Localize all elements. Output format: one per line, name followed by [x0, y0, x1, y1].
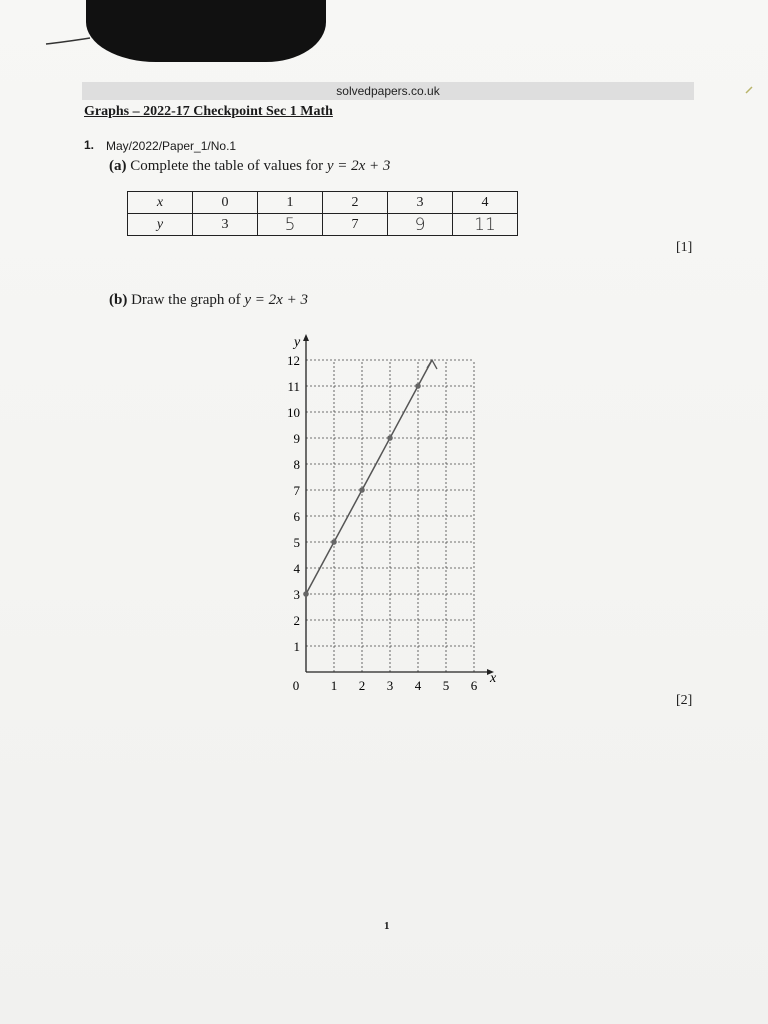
y-tick-label: 3	[293, 587, 300, 602]
y-tick-label: 12	[287, 353, 300, 368]
x-tick-label: 5	[442, 678, 450, 693]
y-tick-label: 9	[293, 431, 300, 446]
y-value-cell-handwritten: 11	[453, 214, 518, 236]
y-tick-label: 6	[293, 509, 300, 524]
part-b-prompt	[109, 292, 308, 309]
row-label-y: y	[128, 214, 193, 236]
x-value-cell: 2	[323, 192, 388, 214]
y-tick-label: 10	[287, 405, 300, 420]
part-a-text: Complete the table of values for	[130, 158, 324, 174]
x-value-cell: 0	[193, 192, 258, 214]
y-axis-label: y	[294, 335, 301, 350]
data-point	[387, 435, 393, 441]
y-value-cell-handwritten: 5	[258, 214, 323, 236]
y-value-cell: 3	[193, 214, 258, 236]
x-value-cell: 1	[258, 192, 323, 214]
x-tick-label: 3	[386, 678, 394, 693]
y-tick-label: 2	[293, 613, 300, 628]
y-value-cell: 7	[323, 214, 388, 236]
ink-speck	[745, 86, 753, 94]
y-tick-label: 4	[293, 561, 300, 576]
y-value-cell-handwritten: 9	[388, 214, 453, 236]
part-b-equation: y = 2x + 3	[244, 292, 308, 308]
part-b-marks: [2]	[676, 693, 693, 708]
row-label-x: x	[128, 192, 193, 214]
x-axis-label: x	[490, 671, 497, 686]
data-point	[303, 591, 309, 597]
y-axis-arrow-icon	[303, 334, 309, 341]
y-tick-label: 1	[293, 639, 300, 654]
part-a-equation: y = 2x + 3	[326, 158, 391, 174]
y-tick-label: 7	[293, 483, 300, 498]
y-tick-label: 5	[293, 535, 300, 550]
part-a-label: (a)	[109, 158, 127, 174]
pen-stroke-mark	[44, 36, 92, 46]
document-title: Graphs – 2022-17 Checkpoint Sec 1 Math	[84, 104, 333, 119]
table-of-values	[127, 191, 518, 236]
part-b-label: (b)	[109, 292, 128, 308]
part-b-text: Draw the graph of	[131, 292, 241, 308]
part-a-prompt	[109, 158, 390, 175]
x-tick-label: 2	[358, 678, 366, 693]
table-row-x	[128, 192, 518, 214]
x-tick-label: 1	[330, 678, 338, 693]
y-tick-label: 11	[287, 379, 300, 394]
x-tick-label: 4	[414, 678, 422, 693]
table-row-y	[128, 214, 518, 236]
x-value-cell: 4	[453, 192, 518, 214]
data-point	[415, 383, 421, 389]
x-tick-label: 6	[470, 678, 478, 693]
part-a-marks: [1]	[676, 240, 693, 255]
page-number: 1	[384, 920, 390, 932]
x-tick-label: 0	[292, 678, 300, 693]
data-point	[359, 487, 365, 493]
line-graph	[270, 325, 500, 695]
series-line	[306, 360, 432, 594]
data-point	[331, 539, 337, 545]
question-reference: May/2022/Paper_1/No.1	[106, 139, 237, 153]
site-name: solvedpapers.co.uk	[336, 84, 440, 98]
x-value-cell: 3	[388, 192, 453, 214]
question-number: 1.	[84, 138, 95, 152]
redaction-blot	[86, 0, 326, 62]
y-tick-label: 8	[293, 457, 300, 472]
